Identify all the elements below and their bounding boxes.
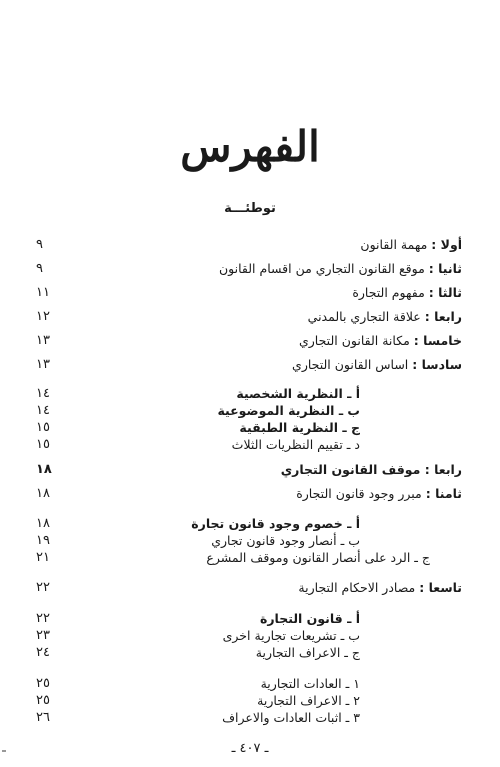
toc-subentry <box>60 644 360 662</box>
entry-text: اثبات العادات والاعراف <box>222 710 346 725</box>
page-footer-number: ـ ٤٠٧ ـ <box>231 741 269 756</box>
page-number: ١٨ <box>36 516 50 531</box>
entry-lead: ٢ ـ <box>345 693 360 708</box>
page-number: ١٤ <box>36 386 50 401</box>
toc-row <box>0 284 500 302</box>
page-number: ١٥ <box>36 420 50 435</box>
page-title: الفهرس <box>180 122 320 171</box>
toc-subentry <box>60 436 360 454</box>
toc-row <box>0 610 500 628</box>
toc-subentry <box>60 692 360 710</box>
entry-text: موقف القانون التجاري <box>280 462 425 477</box>
entry-lead: خامسا : <box>413 333 462 348</box>
entry-lead: ب ـ <box>340 628 360 643</box>
entry-text: مصادر الاحكام التجارية <box>298 580 420 595</box>
entry-lead: رابعا : <box>424 462 462 477</box>
page-number: ١٤ <box>36 403 50 418</box>
toc-subentry <box>70 549 430 567</box>
entry-lead: ١ ـ <box>345 676 360 691</box>
toc-subentry <box>60 402 360 420</box>
entry-text: مبرر وجود قانون التجارة <box>296 486 426 501</box>
entry-lead: رابعا : <box>424 309 462 324</box>
toc-subentry <box>60 627 360 645</box>
toc-row <box>0 308 500 326</box>
entry-lead: أولا : <box>431 237 462 252</box>
entry-text: مفهوم التجارة <box>352 285 429 300</box>
toc-subentry <box>60 515 360 533</box>
entry-text: قانون التجارة <box>259 611 348 626</box>
page-number: ١٩ <box>36 533 50 548</box>
entry-text: مكانة القانون التجاري <box>298 333 414 348</box>
toc-entry <box>62 284 462 302</box>
entry-text: الرد على أنصار القانون وموقف المشرع <box>206 550 415 565</box>
page-number: ٩ <box>36 261 43 276</box>
entry-text: أنصار وجود قانون تجاري <box>211 533 341 548</box>
page-number: ٢٣ <box>36 628 50 643</box>
entry-text: الاعراف التجارية <box>255 645 345 660</box>
toc-row <box>0 461 500 479</box>
section-heading: توطئـــة <box>224 201 276 216</box>
scan-edge-mark <box>2 750 6 752</box>
page-number: ١٨ <box>36 486 50 501</box>
entry-lead: ثامنا : <box>425 486 462 501</box>
toc-row <box>0 675 500 693</box>
page-number: ٩ <box>36 237 43 252</box>
entry-lead: تاسعا : <box>419 580 462 595</box>
entry-lead: ثانيا : <box>428 261 462 276</box>
toc-row <box>0 579 500 597</box>
toc-entry <box>62 579 462 597</box>
page-number: ١٨ <box>36 462 52 477</box>
toc-entry <box>62 332 462 350</box>
page-number: ٢٤ <box>36 645 50 660</box>
toc-row <box>0 402 500 420</box>
toc-row <box>0 356 500 374</box>
page-number: ١٣ <box>36 333 50 348</box>
entry-text: تشريعات تجارية اخرى <box>222 628 341 643</box>
entry-lead: ثالثا : <box>428 285 462 300</box>
entry-lead: ج ـ <box>342 420 360 435</box>
toc-row <box>0 515 500 533</box>
toc-entry <box>62 461 462 479</box>
entry-text: العادات التجارية <box>260 676 346 691</box>
entry-lead: ج ـ <box>414 550 430 565</box>
page-number: ٢٢ <box>36 611 50 626</box>
toc-entry <box>62 308 462 326</box>
page-number: ٢٥ <box>36 676 50 691</box>
toc-row <box>0 260 500 278</box>
entry-lead: أ ـ <box>347 611 360 626</box>
entry-lead: ب ـ <box>340 533 360 548</box>
page-number: ١١ <box>36 285 50 300</box>
toc-row <box>0 332 500 350</box>
toc-row <box>0 485 500 503</box>
toc-row <box>0 236 500 254</box>
entry-lead: ج ـ <box>344 645 360 660</box>
toc-entry <box>62 356 462 374</box>
entry-lead: أ ـ <box>347 386 360 401</box>
entry-text: النظرية الموضوعية <box>217 403 339 418</box>
entry-text: خصوم وجود قانون تجارة <box>191 516 348 531</box>
toc-subentry <box>60 709 360 727</box>
toc-row <box>0 549 500 567</box>
page-number: ١٢ <box>36 309 50 324</box>
page-number: ١٣ <box>36 357 50 372</box>
entry-text: علاقة التجاري بالمدني <box>307 309 425 324</box>
entry-lead: أ ـ <box>347 516 360 531</box>
toc-row <box>0 532 500 550</box>
page-number: ٢١ <box>36 550 50 565</box>
entry-lead: ٣ ـ <box>345 710 360 725</box>
toc-entry <box>62 485 462 503</box>
toc-row <box>0 644 500 662</box>
entry-lead: سادسا : <box>412 357 462 372</box>
toc-row <box>0 385 500 403</box>
toc-subentry <box>60 675 360 693</box>
page-number: ١٥ <box>36 437 50 452</box>
toc-subentry <box>60 385 360 403</box>
toc-subentry <box>60 610 360 628</box>
toc-row <box>0 419 500 437</box>
entry-text: اساس القانون التجاري <box>292 357 413 372</box>
page-number: ٢٢ <box>36 580 50 595</box>
toc-row <box>0 692 500 710</box>
entry-text: مهمة القانون <box>360 237 432 252</box>
entry-text: النظرية الطبقية <box>239 420 343 435</box>
entry-text: الاعراف التجارية <box>257 693 346 708</box>
toc-row <box>0 436 500 454</box>
toc-entry <box>62 236 462 254</box>
entry-lead: ب ـ <box>338 403 360 418</box>
toc-entry <box>62 260 462 278</box>
entry-text: تقييم النظريات الثلاث <box>231 437 347 452</box>
toc-subentry <box>60 419 360 437</box>
page-number: ٢٦ <box>36 710 50 725</box>
toc-subentry <box>60 532 360 550</box>
page-number: ٢٥ <box>36 693 50 708</box>
toc-row <box>0 627 500 645</box>
entry-text: موقع القانون التجاري من اقسام القانون <box>218 261 429 276</box>
entry-text: النظرية الشخصية <box>236 386 348 401</box>
entry-lead: د ـ <box>346 437 360 452</box>
toc-row <box>0 709 500 727</box>
